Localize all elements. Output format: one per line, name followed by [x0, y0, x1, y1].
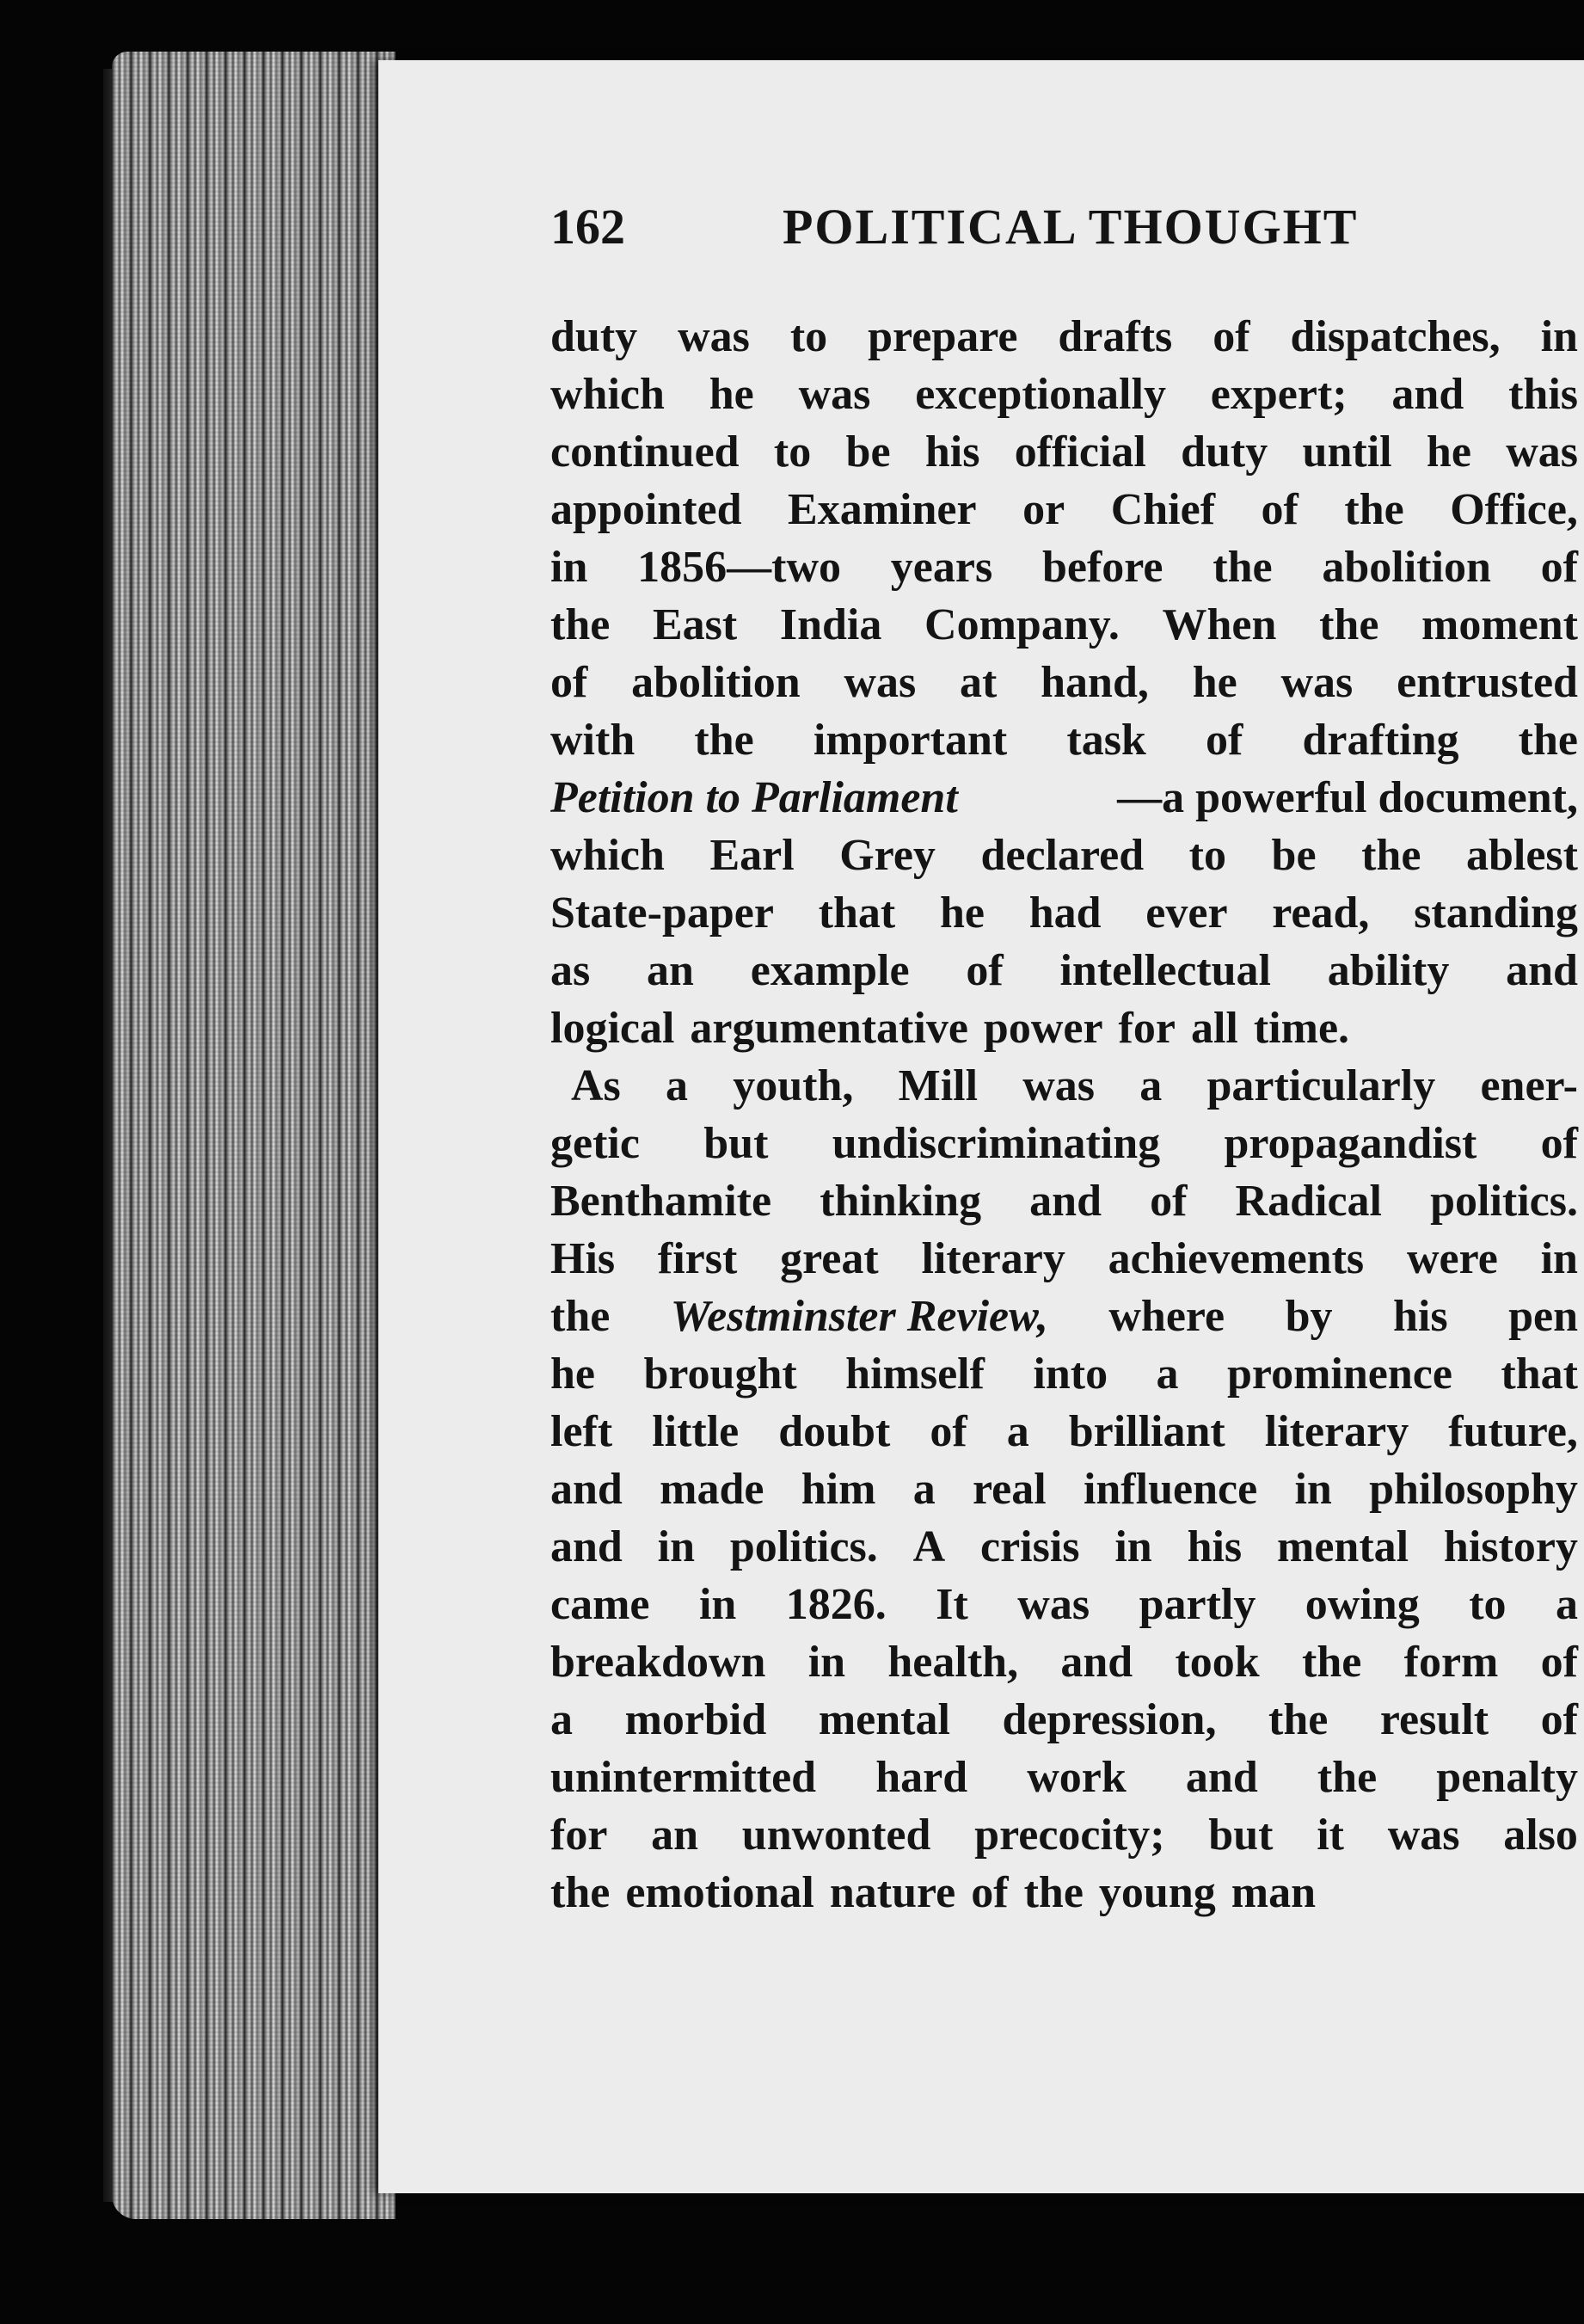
word: was — [1280, 658, 1354, 707]
word: ability — [1327, 946, 1450, 995]
text-line — [550, 1345, 1578, 1403]
word: little — [652, 1407, 740, 1456]
word: morbid — [624, 1695, 767, 1744]
text-line — [550, 1633, 1578, 1691]
word: entrusted — [1397, 658, 1578, 707]
word: a — [550, 1695, 573, 1744]
word: made — [660, 1465, 764, 1514]
word: Examiner — [788, 485, 977, 534]
word: a — [666, 1061, 689, 1110]
word: which — [550, 370, 665, 419]
text-line — [550, 1172, 1578, 1230]
word: abolition — [1322, 543, 1491, 592]
word: brought — [643, 1350, 797, 1399]
word: young — [1098, 1868, 1216, 1917]
word: the — [1268, 1695, 1329, 1744]
word: appointed — [550, 485, 742, 534]
text-line — [550, 366, 1578, 423]
word: Office, — [1450, 485, 1578, 534]
word: particularly — [1206, 1061, 1436, 1110]
text-line — [550, 999, 1578, 1057]
text-line — [550, 1403, 1578, 1460]
word: be — [1271, 831, 1317, 880]
word: abolition — [631, 658, 801, 707]
page-number: 162 — [550, 199, 625, 255]
word: literary — [1264, 1407, 1409, 1456]
word: history — [1443, 1522, 1578, 1571]
word: doubt — [778, 1407, 891, 1456]
word: was — [1017, 1580, 1090, 1629]
word: was — [678, 312, 750, 361]
word: in — [1294, 1465, 1332, 1514]
word: Earl — [709, 831, 795, 880]
word: unintermitted — [550, 1753, 817, 1802]
word: standing — [1414, 888, 1578, 938]
word: prepare — [868, 312, 1018, 361]
word: a — [1156, 1350, 1179, 1399]
word: official — [1014, 427, 1146, 476]
word: and — [1060, 1638, 1133, 1687]
word: youth, — [733, 1061, 854, 1110]
word: prominence — [1227, 1350, 1452, 1399]
word: 1856—two — [637, 543, 842, 592]
word: took — [1175, 1638, 1260, 1687]
word: be — [845, 427, 891, 476]
word: as — [550, 946, 591, 995]
word: in — [1114, 1522, 1152, 1571]
word: the — [1344, 485, 1404, 534]
word: the — [1361, 831, 1421, 880]
word: was — [1022, 1061, 1096, 1110]
word: moment — [1421, 600, 1578, 649]
word: emotional — [625, 1868, 814, 1917]
word: A — [912, 1522, 946, 1571]
text-line — [550, 942, 1578, 999]
word: into — [1033, 1350, 1108, 1399]
word: power — [983, 1004, 1103, 1053]
word: politics. — [1430, 1177, 1578, 1226]
word: it — [1317, 1811, 1344, 1860]
word: was — [844, 658, 917, 707]
text-line — [550, 884, 1578, 942]
paragraph — [550, 308, 1578, 1057]
word: philosophy — [1369, 1465, 1578, 1514]
word: form — [1403, 1638, 1499, 1687]
word: that — [1501, 1350, 1578, 1399]
word: of — [1540, 1638, 1578, 1687]
word: where — [1108, 1292, 1225, 1341]
text-line — [550, 1460, 1578, 1518]
word: of — [1540, 1119, 1578, 1168]
word: the — [1518, 716, 1578, 765]
word: by — [1285, 1292, 1333, 1341]
word: important — [813, 716, 1008, 765]
word: of — [1540, 543, 1578, 592]
text-line — [550, 1518, 1578, 1576]
word: himself — [845, 1350, 985, 1399]
word: was — [798, 370, 871, 419]
word: of — [1261, 485, 1299, 534]
word: future, — [1448, 1407, 1578, 1456]
word: the — [1302, 1638, 1362, 1687]
word: State-paper — [550, 888, 774, 938]
word: argumentative — [690, 1004, 968, 1053]
word: drafting — [1302, 716, 1459, 765]
word: was — [1506, 427, 1578, 476]
word: the — [1319, 600, 1379, 649]
italic-word: Petition to Parliament — [550, 773, 958, 822]
word: East — [652, 600, 738, 649]
word: for — [1118, 1004, 1176, 1053]
word: a — [912, 1465, 936, 1514]
text-line — [550, 596, 1578, 654]
word: was — [1387, 1811, 1460, 1860]
text-line — [550, 538, 1578, 596]
word: the — [1317, 1753, 1378, 1802]
word: or — [1022, 485, 1065, 534]
word: It — [936, 1580, 968, 1629]
page-content — [550, 198, 1578, 1921]
running-head — [550, 198, 1578, 292]
text-line — [550, 1691, 1578, 1749]
word: to — [1469, 1580, 1507, 1629]
word: work — [1027, 1753, 1127, 1802]
word: and — [550, 1522, 623, 1571]
text-line — [550, 1288, 1578, 1345]
word: his — [924, 427, 980, 476]
word: the — [694, 716, 754, 765]
word: of — [1540, 1695, 1578, 1744]
word: to — [773, 427, 812, 476]
word: duty — [550, 312, 638, 361]
text-line — [550, 654, 1578, 711]
word: an — [651, 1811, 699, 1860]
text-line — [550, 1749, 1578, 1806]
word: were — [1406, 1234, 1498, 1283]
word: influence — [1083, 1465, 1258, 1514]
word: of — [930, 1407, 967, 1456]
word: pen — [1508, 1292, 1578, 1341]
text-line — [550, 711, 1578, 769]
word: he — [1426, 427, 1471, 476]
word: of — [1206, 716, 1243, 765]
word: dispatches, — [1290, 312, 1501, 361]
text-line — [550, 1864, 1578, 1921]
word: Radical — [1235, 1177, 1382, 1226]
word: precocity; — [974, 1811, 1165, 1860]
word: As — [571, 1061, 621, 1110]
word: man — [1231, 1868, 1316, 1917]
word: breakdown — [550, 1638, 766, 1687]
word: the — [550, 1292, 611, 1341]
word: Company. — [924, 600, 1120, 649]
word: until — [1302, 427, 1392, 476]
word: he — [1192, 658, 1237, 707]
word: depression, — [1002, 1695, 1217, 1744]
body-text — [550, 308, 1578, 1921]
word: a — [1139, 1061, 1163, 1110]
word: brilliant — [1068, 1407, 1225, 1456]
word: of — [1150, 1177, 1188, 1226]
page-edges — [112, 52, 396, 2219]
word: hard — [875, 1753, 968, 1802]
word: a — [1555, 1580, 1578, 1629]
word: but — [703, 1119, 769, 1168]
text-line — [550, 1115, 1578, 1172]
word: mental — [818, 1695, 950, 1744]
word: crisis — [980, 1522, 1080, 1571]
word: getic — [550, 1119, 640, 1168]
word: all — [1190, 1004, 1238, 1053]
word: of — [550, 658, 588, 707]
word: penalty — [1436, 1753, 1578, 1802]
word: in — [550, 543, 588, 592]
word: at — [960, 658, 998, 707]
word: before — [1041, 543, 1163, 592]
paragraph — [550, 1057, 1578, 1921]
book-page — [378, 60, 1584, 2193]
word: propagandist — [1224, 1119, 1477, 1168]
word: 1826. — [785, 1580, 887, 1629]
word: to — [1188, 831, 1226, 880]
word: came — [550, 1580, 650, 1629]
word: the — [550, 600, 611, 649]
word: declared — [980, 831, 1145, 880]
word: achievements — [1108, 1234, 1365, 1283]
word: Benthamite — [550, 1177, 772, 1226]
word: and — [1029, 1177, 1102, 1226]
word: in — [1540, 1234, 1578, 1283]
word: Chief — [1110, 485, 1216, 534]
word: had — [1028, 888, 1102, 938]
word: this — [1508, 370, 1578, 419]
word: and — [1391, 370, 1464, 419]
word: great — [780, 1234, 879, 1283]
text-line — [550, 769, 1578, 827]
word: the — [1213, 543, 1273, 592]
word: the — [1023, 1868, 1084, 1917]
word: —a powerful document, — [1117, 773, 1578, 822]
word: ablest — [1465, 831, 1578, 880]
word: for — [550, 1811, 608, 1860]
word: but — [1208, 1811, 1274, 1860]
word: of — [1213, 312, 1250, 361]
word: which — [550, 831, 665, 880]
word: task — [1066, 716, 1146, 765]
word: His — [550, 1234, 616, 1283]
word: health, — [887, 1638, 1019, 1687]
word: of — [966, 946, 1004, 995]
word: duty — [1181, 427, 1268, 476]
running-title: POLITICAL THOUGHT — [783, 199, 1359, 255]
word: in — [657, 1522, 696, 1571]
word: he — [709, 370, 754, 419]
word: ener- — [1480, 1061, 1578, 1110]
word: politics. — [729, 1522, 878, 1571]
word: him — [801, 1465, 876, 1514]
word: example — [750, 946, 910, 995]
text-line — [550, 1057, 1578, 1115]
word: left — [550, 1407, 613, 1456]
text-line — [550, 308, 1578, 366]
text-line — [550, 1230, 1578, 1288]
word: logical — [550, 1004, 675, 1053]
word: unwonted — [741, 1811, 931, 1860]
word: literary — [921, 1234, 1065, 1283]
word: intellectual — [1059, 946, 1271, 995]
text-line — [550, 481, 1578, 538]
word: he — [939, 888, 985, 938]
text-line — [550, 423, 1578, 481]
word: years — [890, 543, 993, 592]
word: partly — [1139, 1580, 1256, 1629]
word: in — [807, 1638, 846, 1687]
word: an — [647, 946, 694, 995]
word: Mill — [898, 1061, 979, 1110]
word: also — [1503, 1811, 1578, 1860]
word: and — [1185, 1753, 1258, 1802]
word: drafts — [1058, 312, 1173, 361]
word: expert; — [1210, 370, 1348, 419]
word: hand, — [1041, 658, 1149, 707]
word: continued — [550, 427, 740, 476]
word: of — [971, 1868, 1009, 1917]
word: he — [550, 1350, 595, 1399]
italic-word: Westminster Review, — [670, 1292, 1048, 1341]
word: his — [1187, 1522, 1243, 1571]
word: and — [550, 1465, 623, 1514]
text-line — [550, 1806, 1578, 1864]
word: India — [779, 600, 882, 649]
word: ever — [1145, 888, 1228, 938]
word: exceptionally — [915, 370, 1166, 419]
word: first — [657, 1234, 738, 1283]
word: his — [1393, 1292, 1448, 1341]
word: real — [972, 1465, 1047, 1514]
word: undiscriminating — [832, 1119, 1161, 1168]
word: thinking — [820, 1177, 982, 1226]
text-line — [550, 1576, 1578, 1633]
word: in — [698, 1580, 737, 1629]
word: that — [818, 888, 896, 938]
word: mental — [1277, 1522, 1409, 1571]
word: to — [789, 312, 828, 361]
word: nature — [829, 1868, 956, 1917]
word: and — [1506, 946, 1578, 995]
text-line — [550, 827, 1578, 884]
word: read, — [1272, 888, 1370, 938]
word: When — [1162, 600, 1277, 649]
word: a — [1006, 1407, 1029, 1456]
word: owing — [1305, 1580, 1420, 1629]
word: result — [1379, 1695, 1489, 1744]
word: with — [550, 716, 635, 765]
word: time. — [1253, 1004, 1350, 1053]
word: in — [1540, 312, 1578, 361]
word: the — [550, 1868, 611, 1917]
word: Grey — [839, 831, 936, 880]
